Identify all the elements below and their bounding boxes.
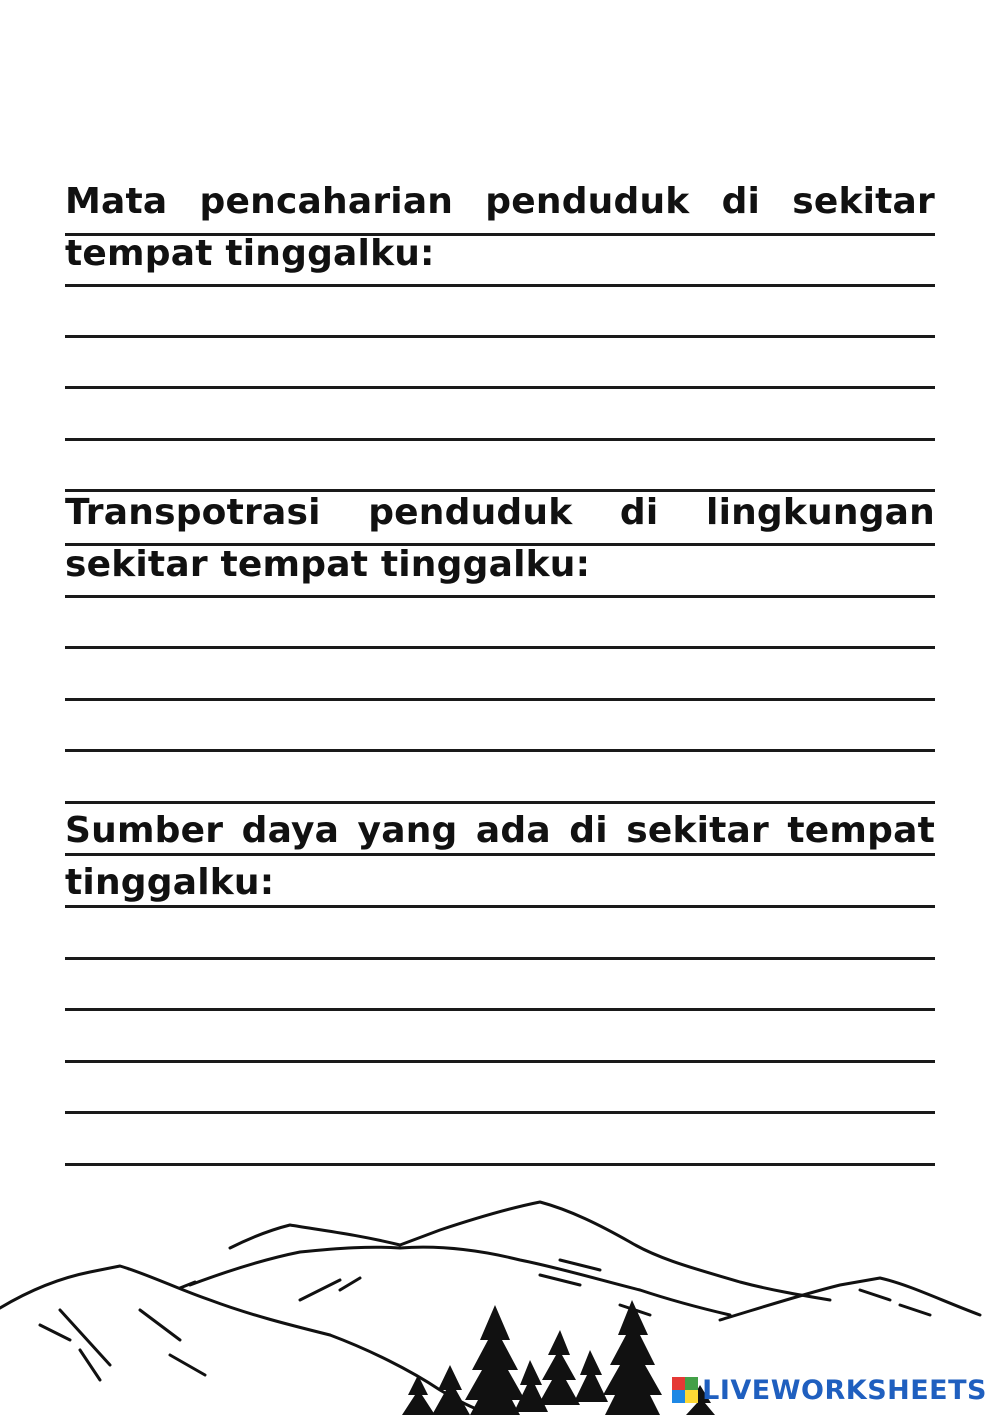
writing-line[interactable] — [65, 543, 935, 546]
prompt-resources: Sumber daya yang ada di sekitar tempat tinggalku: — [65, 810, 935, 903]
liveworksheets-logo-icon — [672, 1377, 698, 1403]
writing-line[interactable] — [65, 438, 935, 441]
writing-line[interactable] — [65, 646, 935, 649]
writing-line[interactable] — [65, 801, 935, 804]
writing-line[interactable] — [65, 905, 935, 908]
writing-line[interactable] — [65, 957, 935, 960]
writing-line[interactable] — [65, 1111, 935, 1114]
brand-wordmark: LIVEWORKSHEETS — [702, 1374, 987, 1406]
prompt-livelihood: Mata pencaharian penduduk di sekitar tempat tinggalku: — [65, 181, 935, 274]
writing-line[interactable] — [65, 335, 935, 338]
writing-line[interactable] — [65, 386, 935, 389]
writing-line[interactable] — [65, 1163, 935, 1166]
liveworksheets-branding — [672, 1373, 987, 1407]
writing-line[interactable] — [65, 1060, 935, 1063]
writing-line[interactable] — [65, 853, 935, 856]
writing-line[interactable] — [65, 1008, 935, 1011]
writing-line[interactable] — [65, 233, 935, 236]
writing-line[interactable] — [65, 284, 935, 287]
writing-line[interactable] — [65, 698, 935, 701]
writing-line[interactable] — [65, 749, 935, 752]
writing-line[interactable] — [65, 595, 935, 598]
prompt-transportation: Transpotrasi penduduk di lingkungan sekitar tempat tinggalku: — [65, 492, 935, 585]
